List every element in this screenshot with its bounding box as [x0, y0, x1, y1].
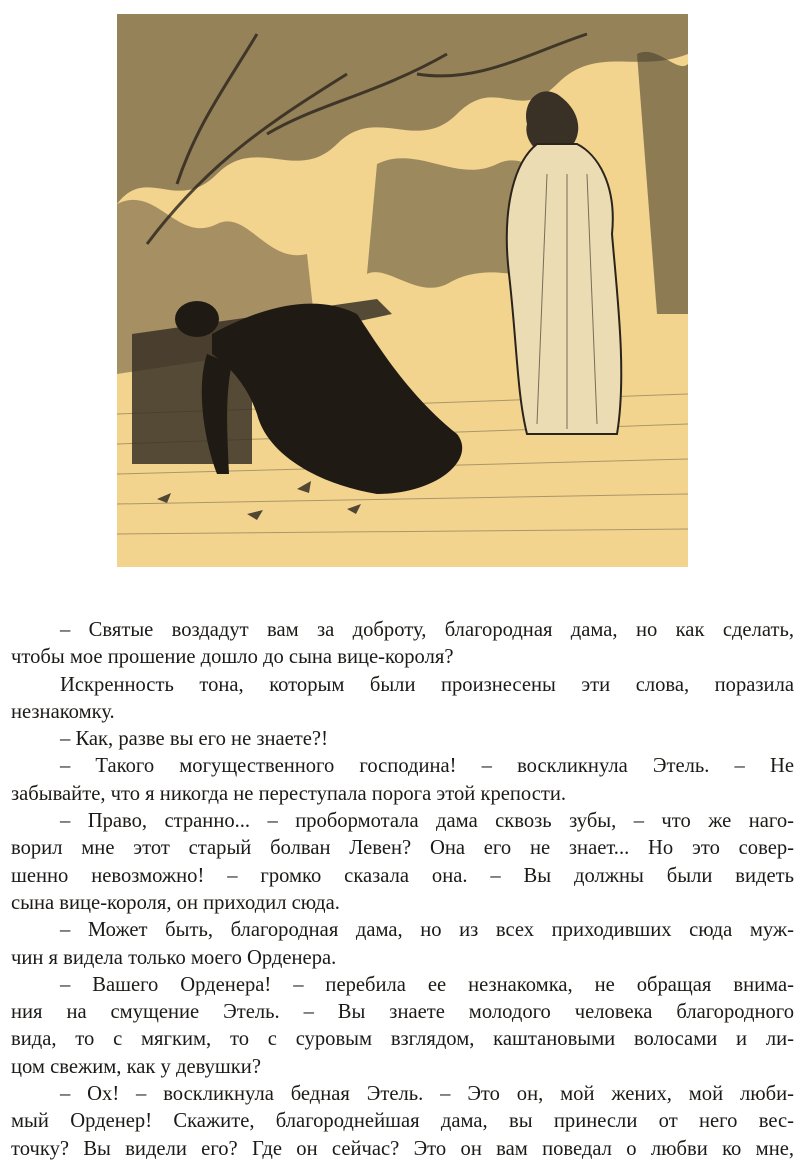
text-line: ворил мне этот старый болван Левен? Она его не знает... Но это совер-: [11, 837, 794, 860]
text-line: сына вице-короля, он приходил сюда.: [11, 891, 340, 914]
text-line: – Вашего Орденера! – перебила ее незнакомка, не обращая внима-: [60, 973, 794, 996]
text-line: мый Орденер! Скажите, благороднейшая дама, вы принесли от него вес-: [11, 1110, 794, 1133]
paragraph: [11, 917, 794, 972]
text-line: точку? Вы видели его? Где он сейчас? Это он вам поведал о любви ко мне,: [11, 1137, 794, 1160]
text-line: – Святые воздадут вам за доброту, благородная дама, но как сделать,: [60, 619, 794, 641]
paragraph: [11, 1081, 794, 1163]
text-line: чин я видела только моего Орденера.: [11, 946, 337, 969]
engraving-illustration-icon: [117, 14, 688, 567]
text-line: цом свежим, как у девушки?: [11, 1055, 261, 1078]
paragraph: [11, 972, 794, 1081]
text-line: забывайте, что я никогда не переступала порога этой крепости.: [11, 782, 567, 805]
text-line: ния на смущение Этель. – Вы знаете молодого человека благородного: [11, 1001, 794, 1024]
text-line: – Как, разве вы его не знаете?!: [60, 728, 328, 751]
paragraph: [11, 808, 794, 917]
text-line: шенно невозможно! – громко сказала она. – Вы должны были видеть: [11, 864, 794, 887]
paragraph: [11, 726, 794, 753]
book-text: [11, 617, 794, 1163]
text-line: вида, то с мягким, то с суровым взглядом, каштановыми волосами и ли-: [11, 1028, 794, 1051]
book-illustration: [117, 14, 688, 567]
text-line: Искренность тона, которым были произнесены эти слова, поразила: [60, 673, 794, 696]
paragraph: [11, 672, 794, 727]
text-line: чтобы мое прошение дошло до сына вице-короля?: [11, 646, 454, 669]
paragraph: [11, 753, 794, 808]
text-line: – Такого могущественного господина! – воскликнула Этель. – Не: [60, 755, 794, 778]
text-line: незнакомку.: [11, 700, 115, 723]
text-line: – Право, странно... – пробормотала дама сквозь зубы, – что же наго-: [60, 810, 794, 833]
paragraph: [11, 617, 794, 672]
text-line: – Может быть, благородная дама, но из всех приходивших сюда муж-: [60, 919, 794, 942]
text-line: – Ох! – воскликнула бедная Этель. – Это он, мой жених, мой люби-: [60, 1083, 794, 1106]
